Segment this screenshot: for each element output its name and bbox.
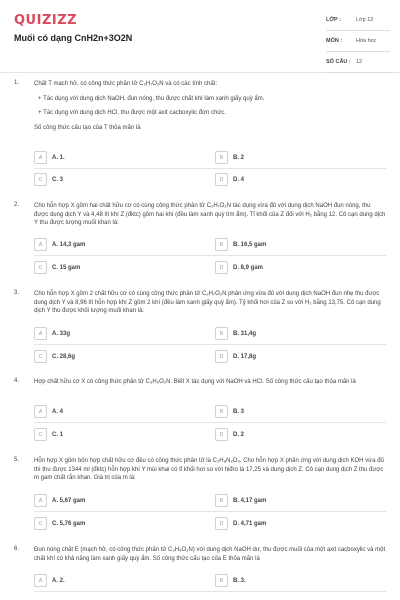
option-text: A. 2.	[52, 577, 65, 584]
question-paragraph: Chất T mạch hở, có công thức phân tử C₃H₇O₂N và có các tính chất:	[34, 81, 217, 87]
option-letter: B	[215, 327, 228, 340]
option-text: D. 8,9 gam	[233, 264, 264, 271]
worksheet-meta	[326, 10, 390, 73]
question-number: 1.	[14, 80, 20, 86]
option-letter: D	[215, 517, 228, 530]
option-text: A. 5,67 gam	[52, 497, 86, 504]
option-letter: C	[34, 261, 47, 274]
option-text: B. 16,5 gam	[233, 241, 267, 248]
option-divider	[34, 344, 386, 345]
option-text: B. 2	[233, 154, 245, 161]
option-d[interactable]	[215, 173, 244, 186]
question-number: 2.	[14, 202, 20, 208]
option-text: B. 3.	[233, 577, 246, 584]
worksheet-title: Muối có dạng CnH2n+3O2N	[14, 33, 133, 43]
option-divider	[34, 255, 386, 256]
option-letter: C	[34, 350, 47, 363]
option-text: A. 1.	[52, 154, 65, 161]
option-a[interactable]	[34, 405, 63, 418]
question-paragraph: Cho hỗn hợp X gồm hai chất hữu cơ có cùng công thức phân tử C₂H₇O₂N tác dụng vừa đủ với dung dịch NaOH đun nóng, thu được dung dịch Y và 4,48 lít khí Z (đktc) gồm hai khí (đều làm xanh quỳ tím ẩm). Tỉ khối của Z đối với H₂ bằng 12. Cô cạn dung dịch Y thu được lượng muối khan là:	[34, 203, 386, 226]
option-letter: B	[215, 405, 228, 418]
question-paragraph: Hỗn hợp X gồm bốn hợp chất hữu cơ đều có công thức phân tử là C₂H₈N₂O₃. Cho hỗn hợp X phản ứng với dung dịch KOH vừa đủ thì thu được 1344 ml (đktc) hỗn hợp khí Y mùi khai có tỉ khối hơi so với hiđro là 17,25 và dung dịch Z. Cô cạn dung dịch Z thu được m gam chất rắn khan. Giá trị của m là:	[34, 458, 384, 481]
option-d[interactable]	[215, 517, 266, 530]
meta-key: LỚP :	[326, 17, 341, 23]
question-text	[34, 290, 386, 322]
option-d[interactable]	[215, 350, 256, 363]
option-letter: D	[215, 350, 228, 363]
meta-key: SỐ CÂU :	[326, 59, 351, 65]
meta-value: Hóa học	[356, 38, 377, 44]
option-a[interactable]	[34, 574, 65, 587]
question-paragraph: Số công thức cấu tạo của T thỏa mãn là	[34, 124, 141, 131]
option-letter: A	[34, 151, 47, 164]
option-c[interactable]	[34, 173, 63, 186]
option-divider	[34, 511, 386, 512]
option-a[interactable]	[34, 151, 65, 164]
option-text: C. 1	[52, 431, 64, 438]
option-divider	[34, 591, 386, 592]
option-b[interactable]	[215, 327, 256, 340]
option-text: D. 4,71 gam	[233, 520, 267, 527]
question-paragraph: Cho hỗn hợp X gồm 2 chất hữu cơ có cùng công thức phân tử C₂H₇O₂N phản ứng vừa đủ với dung dịch NaOH đun nhẹ thu được dung dịch Y và 8,96 lít hỗn hợp khí Z gồm 2 khí (đều làm xanh giấy quỳ ẩm). Tỷ khối hơi của Z so với H₂ bằng 13,75. Cô cạn dung dịch Y thu được khối lượng muối khan là:	[34, 291, 381, 314]
option-letter: A	[34, 574, 47, 587]
question-number: 6.	[14, 546, 20, 552]
option-letter: A	[34, 327, 47, 340]
option-c[interactable]	[34, 517, 85, 530]
option-b[interactable]	[215, 405, 244, 418]
option-text: C. 28,6g	[52, 353, 76, 360]
option-a[interactable]	[34, 327, 70, 340]
option-text: D. 17,8g	[233, 353, 257, 360]
option-divider	[34, 422, 386, 423]
option-a[interactable]	[34, 494, 85, 507]
option-text: C. 3	[52, 176, 64, 183]
option-letter: A	[34, 494, 47, 507]
meta-value: 12	[356, 59, 363, 65]
option-letter: D	[215, 173, 228, 186]
option-text: B. 3	[233, 408, 245, 415]
option-b[interactable]	[215, 238, 266, 251]
option-letter: C	[34, 517, 47, 530]
option-letter: B	[215, 574, 228, 587]
question-paragraph: Hợp chất hữu cơ X có công thức phân tử C₃H₉O₂N. Biết X tác dụng với NaOH và HCl. Số công thức cấu tạo thỏa mãn là	[34, 379, 356, 385]
question-text	[34, 546, 386, 569]
option-text: B. 4,17 gam	[233, 497, 267, 504]
quizizz-logo: QUIZIZZ	[14, 13, 78, 28]
option-letter: B	[215, 238, 228, 251]
meta-value: Lớp 12	[356, 17, 374, 23]
question-number: 4.	[14, 378, 20, 384]
option-text: C. 15 gam	[52, 264, 81, 271]
option-text: D. 2	[233, 431, 245, 438]
option-letter: D	[215, 261, 228, 274]
option-letter: C	[34, 173, 47, 186]
option-letter: B	[215, 494, 228, 507]
option-c[interactable]	[34, 261, 80, 274]
question-number: 3.	[14, 290, 20, 296]
option-b[interactable]	[215, 574, 246, 587]
option-text: A. 33g	[52, 330, 71, 337]
option-divider	[34, 168, 386, 169]
question-number: 5.	[14, 457, 20, 463]
meta-row-subject	[326, 31, 390, 52]
option-b[interactable]	[215, 494, 266, 507]
option-letter: C	[34, 428, 47, 441]
option-b[interactable]	[215, 151, 244, 164]
option-text: A. 14,3 gam	[52, 241, 86, 248]
meta-row-class	[326, 10, 390, 31]
option-letter: A	[34, 238, 47, 251]
question-text	[34, 80, 386, 138]
option-text: C. 5,76 gam	[52, 520, 86, 527]
option-text: D. 4	[233, 176, 245, 183]
option-d[interactable]	[215, 261, 263, 274]
option-letter: D	[215, 428, 228, 441]
question-text	[34, 378, 386, 393]
meta-key: MÔN :	[326, 38, 343, 44]
worksheet-header	[0, 0, 400, 73]
question-text	[34, 202, 386, 234]
option-d[interactable]	[215, 428, 244, 441]
option-c[interactable]	[34, 350, 75, 363]
option-letter: B	[215, 151, 228, 164]
question-paragraph: + Tác dụng với dung dịch HCl, thu được một axit cacboxylic đơn chức.	[38, 110, 226, 116]
option-text: A. 4	[52, 408, 64, 415]
question-paragraph: + Tác dụng với dung dịch NaOH, đun nóng, thu được chất khí làm xanh giấy quỳ ẩm.	[38, 95, 265, 102]
option-c[interactable]	[34, 428, 63, 441]
option-text: B. 31,4g	[233, 330, 257, 337]
question-text	[34, 457, 386, 489]
question-paragraph: Đun nóng chất E (mạch hở, có công thức phân tử C₃H₉O₂N) với dung dịch NaOH dư, thu được muối của một axit cacboxylic và một chất khí có khả năng làm xanh giấy quỳ ẩm. Số công thức cấu tạo của E thỏa mãn là	[34, 547, 386, 562]
meta-row-count	[326, 52, 390, 73]
option-letter: A	[34, 405, 47, 418]
option-a[interactable]	[34, 238, 85, 251]
